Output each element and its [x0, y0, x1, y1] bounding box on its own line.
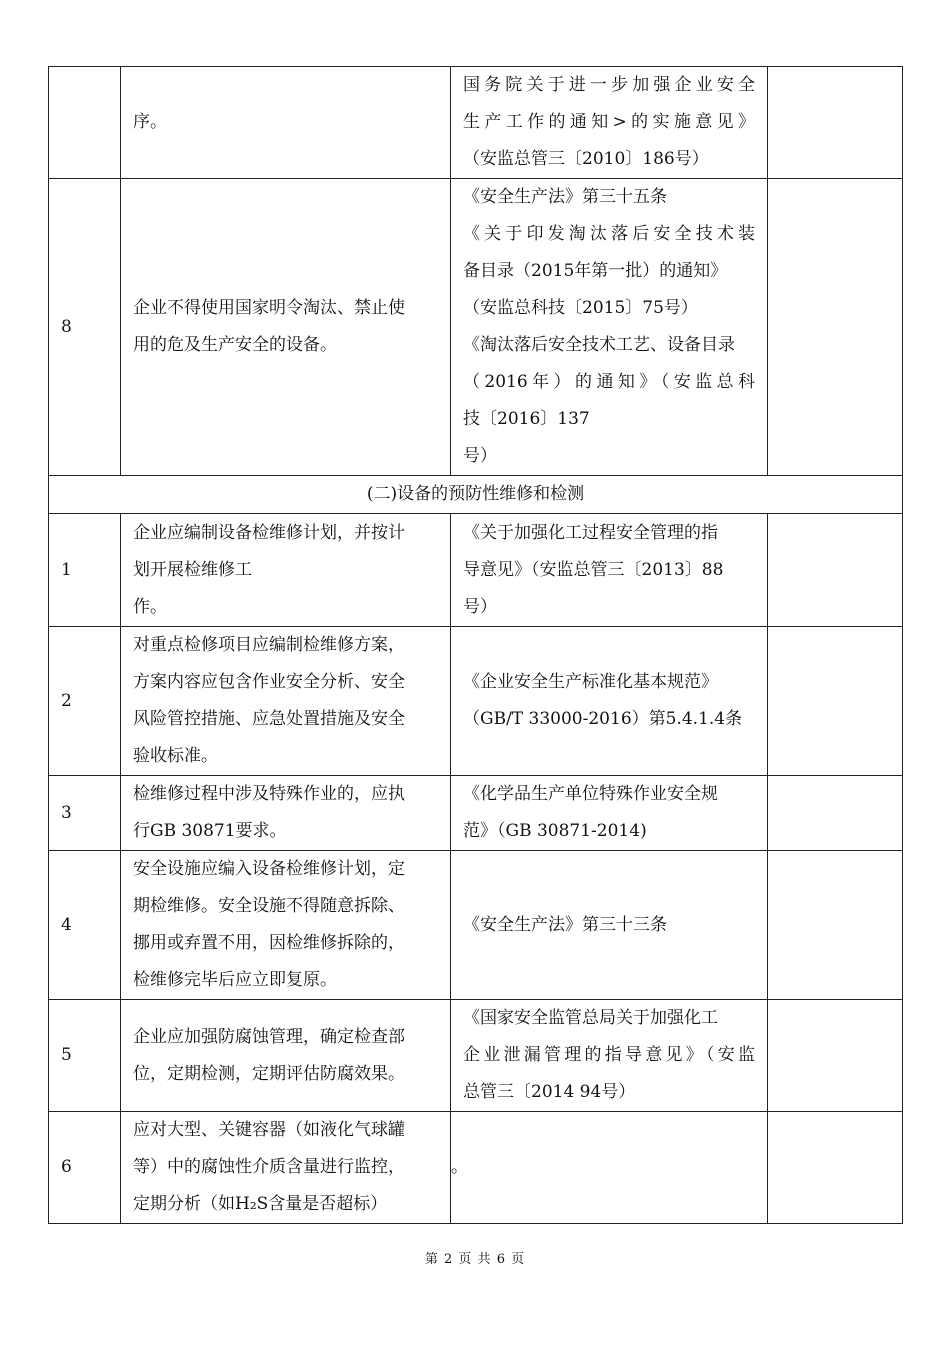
text-line: 对重点检修项目应编制检维修方案， — [133, 635, 405, 655]
section-row — [49, 476, 903, 514]
text-line: 《安全生产法》第三十五条 — [463, 187, 667, 207]
text-line: 行GB 30871要求。 — [133, 821, 287, 841]
text-line: 期检维修。安全设施不得随意拆除、 — [133, 896, 405, 916]
text-line: 。 — [451, 1157, 468, 1177]
text-line: 《化学品生产单位特殊作业安全规 — [463, 784, 718, 804]
text-line: 范》（GB 30871-2014) — [463, 821, 647, 841]
text-line: 等）中的腐蚀性介质含量进行监控， — [133, 1157, 405, 1177]
text-line: 企业不得使用国家明令淘汰、禁止使 — [133, 298, 405, 318]
basis-cell — [451, 179, 768, 476]
text-line: 序。 — [133, 112, 167, 132]
text-line: （安监总科技〔2015〕75号） — [463, 298, 698, 318]
text-line: 划开展检维修工 — [133, 559, 252, 580]
text-line: 检维修过程中涉及特殊作业的，应执 — [133, 784, 405, 804]
text-line: 风险管控措施、应急处置措施及安全 — [133, 709, 405, 729]
text-line: 国务院关于进一步加强企业安全 — [463, 75, 755, 95]
text-line: 检维修完毕后应立即复原。 — [133, 970, 337, 990]
requirement-cell — [121, 627, 451, 776]
text-line: 备目录（2015年第一批）的通知》 — [463, 261, 728, 281]
text-line: 总管三〔2014 94号） — [463, 1082, 636, 1102]
basis-cell — [451, 1112, 768, 1224]
table-row — [49, 1112, 903, 1224]
text-line — [133, 67, 438, 104]
remark-cell — [768, 627, 903, 776]
requirements-table — [48, 66, 903, 1224]
requirement-cell — [121, 67, 451, 179]
table-row — [49, 627, 903, 776]
basis-cell — [451, 67, 768, 179]
remark-cell — [768, 1000, 903, 1112]
text-line: 《安全生产法》第三十三条 — [463, 914, 667, 935]
row-number — [49, 67, 121, 179]
remark-cell — [768, 179, 903, 476]
text-line: 《淘汰落后安全技术工艺、设备目录 — [463, 335, 735, 355]
text-line: 《企业安全生产标准化基本规范》 — [463, 672, 718, 692]
section-title: (二)设备的预防性维修和检测 — [49, 476, 903, 514]
text-line: 验收标准。 — [133, 746, 218, 766]
row-number: 5 — [49, 1000, 121, 1112]
row-number: 1 — [49, 514, 121, 627]
text-line: 方案内容应包含作业安全分析、安全 — [133, 672, 405, 692]
table-row — [49, 67, 903, 179]
requirement-cell — [121, 179, 451, 476]
text-line: 定期分析（如H₂S含量是否超标） — [133, 1194, 388, 1214]
row-number: 2 — [49, 627, 121, 776]
text-line: 号） — [463, 596, 497, 617]
text-line: 生产工作的通知>的实施意见》 — [463, 112, 755, 132]
row-number: 6 — [49, 1112, 121, 1224]
basis-cell — [451, 1000, 768, 1112]
text-line: 号） — [463, 446, 497, 466]
row-number: 8 — [49, 179, 121, 476]
text-line: 《关于加强化工过程安全管理的指 — [463, 522, 718, 543]
text-line — [133, 141, 438, 178]
table-row — [49, 514, 903, 627]
text-line: 企业泄漏管理的指导意见》（安监 — [463, 1045, 755, 1065]
table-row — [49, 179, 903, 476]
text-line: 位，定期检测，定期评估防腐效果。 — [133, 1063, 405, 1084]
requirement-cell — [121, 776, 451, 851]
text-line: 安全设施应编入设备检维修计划，定 — [133, 859, 405, 879]
text-line: 用的危及生产安全的设备。 — [133, 335, 337, 355]
remark-cell — [768, 851, 903, 1000]
row-number: 4 — [49, 851, 121, 1000]
text-line: 《关于印发淘汰落后安全技术装 — [463, 224, 755, 244]
table-row — [49, 776, 903, 851]
requirement-cell — [121, 851, 451, 1000]
text-line: （GB/T 33000-2016）第5.4.1.4条 — [463, 709, 743, 729]
basis-cell — [451, 776, 768, 851]
page-footer: 第 2 页 共 6 页 — [424, 1252, 526, 1267]
basis-cell — [451, 627, 768, 776]
remark-cell — [768, 776, 903, 851]
requirement-cell — [121, 1000, 451, 1112]
remark-cell — [768, 1112, 903, 1224]
text-line: 导意见》（安监总管三〔2013〕88 — [463, 559, 724, 580]
text-line: 应对大型、关键容器（如液化气球罐 — [133, 1120, 405, 1140]
requirement-cell — [121, 514, 451, 627]
text-line: 技〔2016〕137 — [463, 409, 590, 429]
text-line: 作。 — [133, 596, 167, 617]
basis-cell — [451, 514, 768, 627]
table-row — [49, 1000, 903, 1112]
text-line: 企业应编制设备检维修计划，并按计 — [133, 522, 405, 543]
text-line: 企业应加强防腐蚀管理，确定检查部 — [133, 1026, 405, 1047]
remark-cell — [768, 514, 903, 627]
text-line: （2016年）的通知》（安监总科 — [463, 372, 755, 392]
text-line: 挪用或弃置不用，因检维修拆除的， — [133, 933, 405, 953]
remark-cell — [768, 67, 903, 179]
text-line: 《国家安全监管总局关于加强化工 — [463, 1008, 718, 1028]
table-row — [49, 851, 903, 1000]
row-number: 3 — [49, 776, 121, 851]
text-line: （安监总管三〔2010〕186号） — [463, 149, 709, 169]
basis-cell — [451, 851, 768, 1000]
requirement-cell — [121, 1112, 451, 1224]
